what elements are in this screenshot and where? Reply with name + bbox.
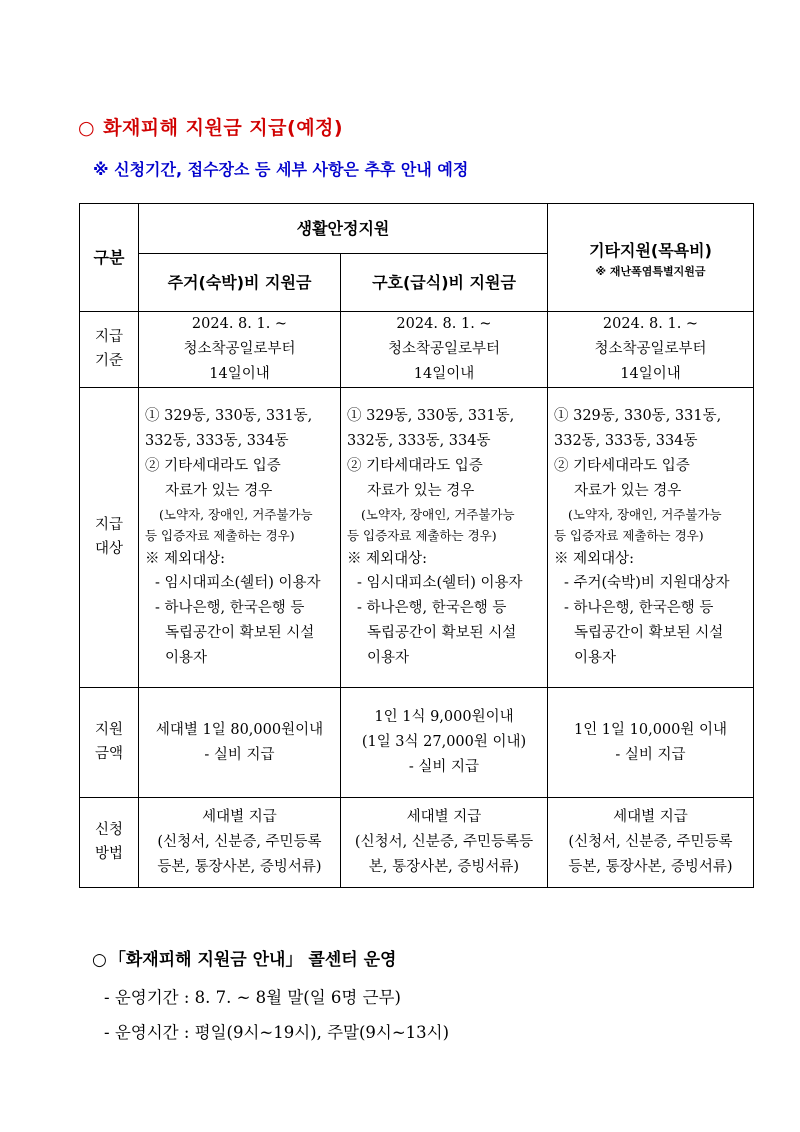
section1-title: 화재피해 지원금 지급(예정) [103,117,344,139]
section2-title: 「화재피해 지원금 안내」 콜센터 운영 [108,950,397,970]
header-other-title: 기타지원(목욕비) [589,241,712,261]
row-label-criteria: 지급 기준 [80,312,139,388]
callcenter-hours: - 운영시간 : 평일(9시~19시), 주말(9시~13시) [104,1023,450,1042]
section1-note: ※ 신청기간, 접수장소 등 세부 사항은 추후 안내 예정 [93,160,469,179]
support-table [79,203,754,888]
header-housing: 주거(숙박)비 지원금 [139,254,341,312]
row-label-amount: 지원 금액 [80,688,139,798]
criteria-other: 2024. 8. 1. ~ 청소착공일로부터 14일이내 [548,312,754,388]
header-relief: 구호(급식)비 지원금 [341,254,548,312]
amount-relief: 1인 1식 9,000원이내 (1일 3식 27,000원 이내) - 실비 지급 [341,688,548,798]
target-other: ① 329동, 330동, 331동, 332동, 333동, 334동 ② 기타세대라도 입증 자료가 있는 경우 (노약자, 장애인, 거주불가능 등 입증자료 제출하는 경우) ※ 제외대상: - 주거(숙박)비 지원대상자 - 하나은행, 한국은행 등 독립공간이 확보된 시설 이용자 [548,388,754,688]
method-relief: 세대별 지급 (신청서, 신분증, 주민등록등 본, 통장사본, 증빙서류) [341,798,548,888]
header-other-note: ※ 재난폭염특별지원금 [595,264,706,278]
circle-bullet-icon: ○ [92,950,107,970]
method-housing: 세대별 지급 (신청서, 신분증, 주민등록 등본, 통장사본, 증빙서류) [139,798,341,888]
section1-heading [78,113,343,140]
header-other-support [548,204,754,312]
target-relief: ① 329동, 330동, 331동, 332동, 333동, 334동 ② 기타세대라도 입증 자료가 있는 경우 (노약자, 장애인, 거주불가능 등 입증자료 제출하는 경우) ※ 제외대상: - 임시대피소(쉘터) 이용자 - 하나은행, 한국은행 등 독립공간이 확보된 시설 이용자 [341,388,548,688]
criteria-relief: 2024. 8. 1. ~ 청소착공일로부터 14일이내 [341,312,548,388]
callcenter-period: - 운영기간 : 8. 7. ~ 8월 말(일 6명 근무) [104,988,401,1007]
amount-other: 1인 1일 10,000원 이내 - 실비 지급 [548,688,754,798]
circle-bullet-icon: ○ [78,117,96,139]
row-label-method: 신청 방법 [80,798,139,888]
method-other: 세대별 지급 (신청서, 신분증, 주민등록 등본, 통장사본, 증빙서류) [548,798,754,888]
criteria-housing: 2024. 8. 1. ~ 청소착공일로부터 14일이내 [139,312,341,388]
header-group-living: 생활안정지원 [139,204,548,254]
row-label-target: 지급 대상 [80,388,139,688]
amount-housing: 세대별 1일 80,000원이내 - 실비 지급 [139,688,341,798]
section2-heading [92,945,396,970]
target-housing: ① 329동, 330동, 331동, 332동, 333동, 334동 ② 기타세대라도 입증 자료가 있는 경우 (노약자, 장애인, 거주불가능 등 입증자료 제출하는 경우) ※ 제외대상: - 임시대피소(쉘터) 이용자 - 하나은행, 한국은행 등 독립공간이 확보된 시설 이용자 [139,388,341,688]
header-category: 구분 [80,204,139,312]
